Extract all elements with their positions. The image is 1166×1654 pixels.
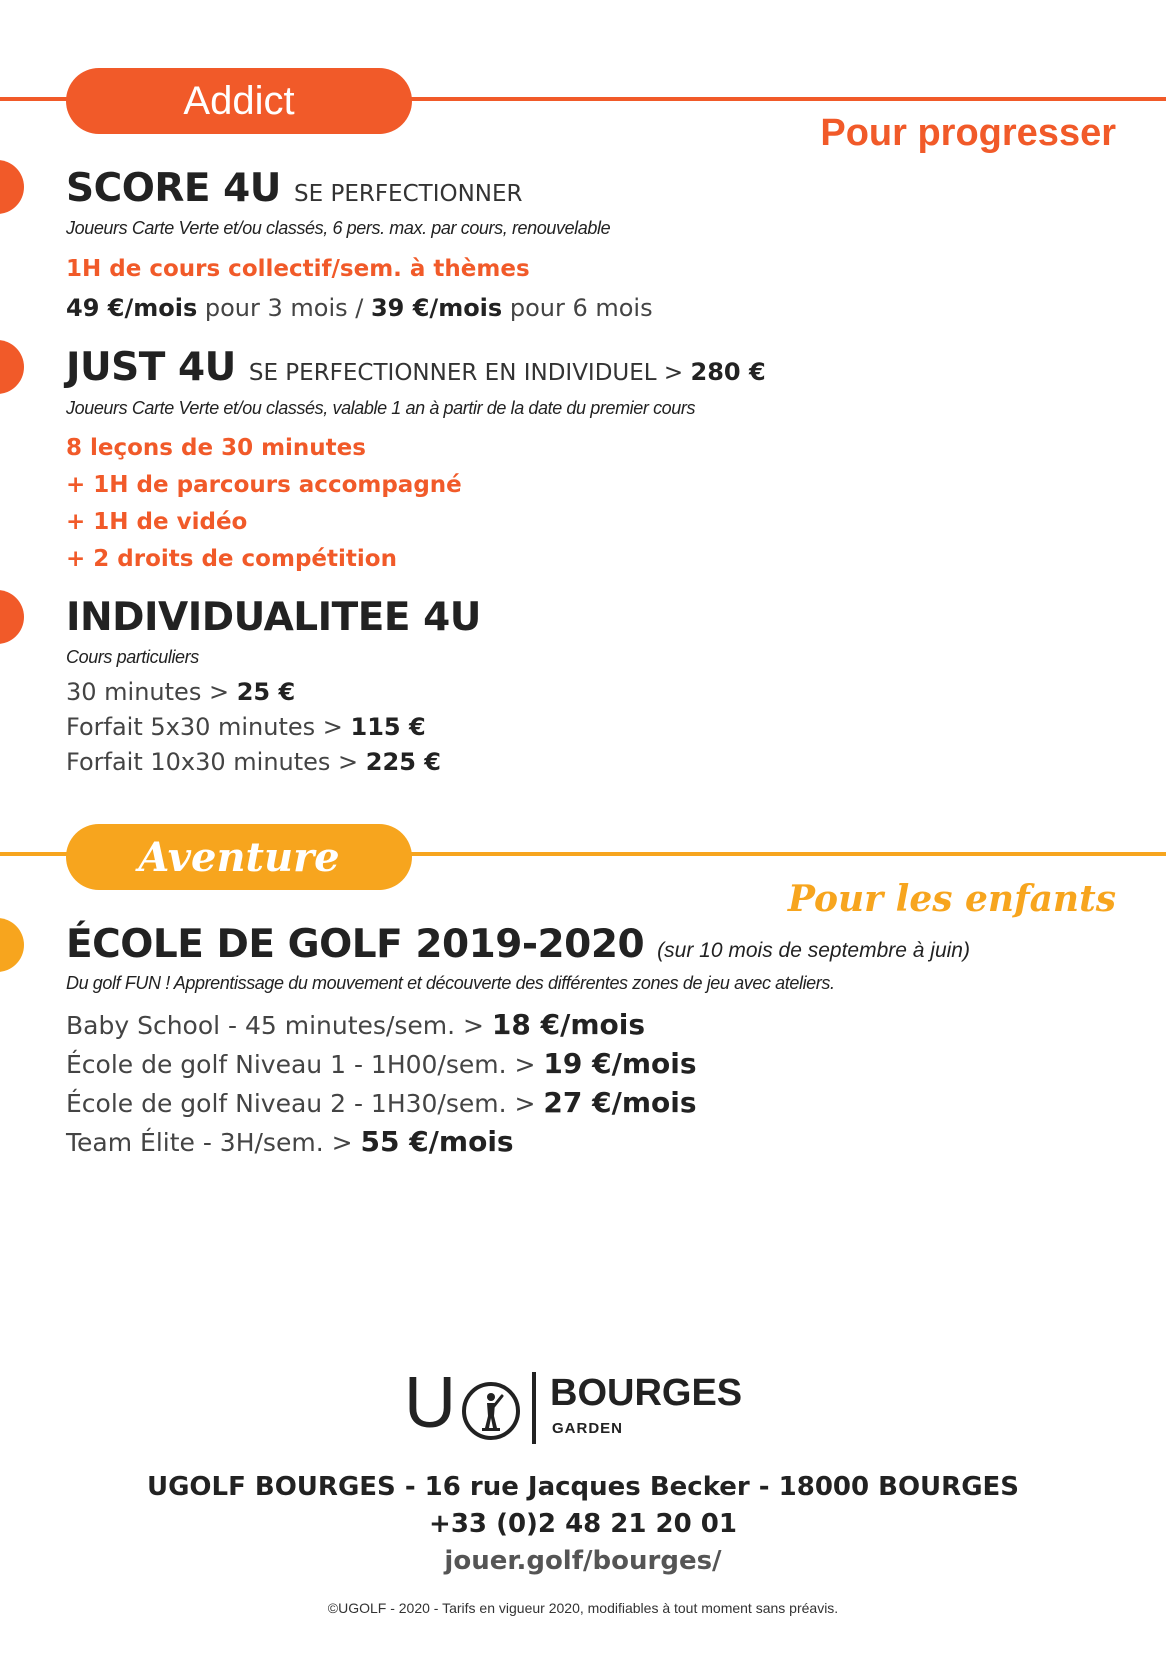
aventure-pill (66, 824, 412, 890)
just-item-2: + 1H de parcours accompagné (66, 472, 462, 498)
ecole-line-1: Baby School - 45 minutes/sem. > 18 €/mois (66, 1008, 646, 1041)
score-tag: SE PERFECTIONNER (294, 181, 523, 207)
ecole-line-2: École de golf Niveau 1 - 1H00/sem. > 19 €/mois (66, 1047, 697, 1080)
indiv-title: INDIVIDUALITEE 4U (66, 595, 481, 640)
indiv-line-2: Forfait 5x30 minutes > 115 € (66, 713, 426, 741)
just-item-3: + 1H de vidéo (66, 509, 248, 535)
addict-subtitle: Pour progresser (820, 112, 1116, 154)
ecole-title: ÉCOLE DE GOLF 2019-2020 (sur 10 mois de septembre à juin) (66, 922, 970, 967)
just-item-1: 8 leçons de 30 minutes (66, 435, 366, 461)
logo-divider (532, 1372, 536, 1444)
footer-website[interactable]: jouer.golf/bourges/ (444, 1546, 722, 1576)
logo-sub: GARDEN (552, 1420, 624, 1437)
footer-address: UGOLF BOURGES - 16 rue Jacques Becker - 18000 BOURGES (146, 1472, 1020, 1502)
aventure-label: Aventure (138, 833, 340, 881)
ecole-bullet (0, 918, 24, 972)
just-title: JUST 4U SE PERFECTIONNER EN INDIVIDUEL > 280 € (66, 345, 766, 390)
logo-name: BOURGES (550, 1372, 743, 1414)
score-desc: Joueurs Carte Verte et/ou classés, 6 pers. max. par cours, renouvelable (66, 218, 611, 238)
golfer-icon (460, 1380, 522, 1442)
logo-u: U (404, 1363, 456, 1443)
just-tag: SE PERFECTIONNER EN INDIVIDUEL > 280 € (248, 358, 766, 386)
footer-phone: +33 (0)2 48 21 20 01 (429, 1509, 737, 1539)
score-prices: 49 €/mois pour 3 mois / 39 €/mois pour 6 mois (66, 294, 653, 322)
just-bullet (0, 340, 24, 394)
score-title: SCORE 4U SE PERFECTIONNER (66, 166, 523, 211)
just-price: 280 € (690, 358, 766, 386)
score-highlight: 1H de cours collectif/sem. à thèmes (66, 256, 530, 282)
ecole-note: (sur 10 mois de septembre à juin) (657, 939, 970, 962)
ugolf-logo (404, 1363, 764, 1450)
indiv-line-1: 30 minutes > 25 € (66, 678, 296, 706)
aventure-subtitle: Pour les enfants (787, 878, 1116, 920)
just-item-4: + 2 droits de compétition (66, 546, 397, 572)
indiv-desc: Cours particuliers (66, 647, 199, 667)
addict-pill (66, 68, 412, 134)
score-bullet (0, 160, 24, 214)
addict-label: Addict (183, 78, 295, 123)
just-desc: Joueurs Carte Verte et/ou classés, valable 1 an à partir de la date du premier cours (66, 398, 696, 418)
ecole-line-4: Team Élite - 3H/sem. > 55 €/mois (66, 1125, 514, 1158)
ecole-line-3: École de golf Niveau 2 - 1H30/sem. > 27 €/mois (66, 1086, 697, 1119)
footer-legal: ©UGOLF - 2020 - Tarifs en vigueur 2020, modifiables à tout moment sans préavis. (327, 1600, 839, 1616)
indiv-bullet (0, 590, 24, 644)
ecole-desc: Du golf FUN ! Apprentissage du mouvement et découverte des différentes zones de jeu avec ateliers. (66, 973, 835, 993)
indiv-line-3: Forfait 10x30 minutes > 225 € (66, 748, 441, 776)
